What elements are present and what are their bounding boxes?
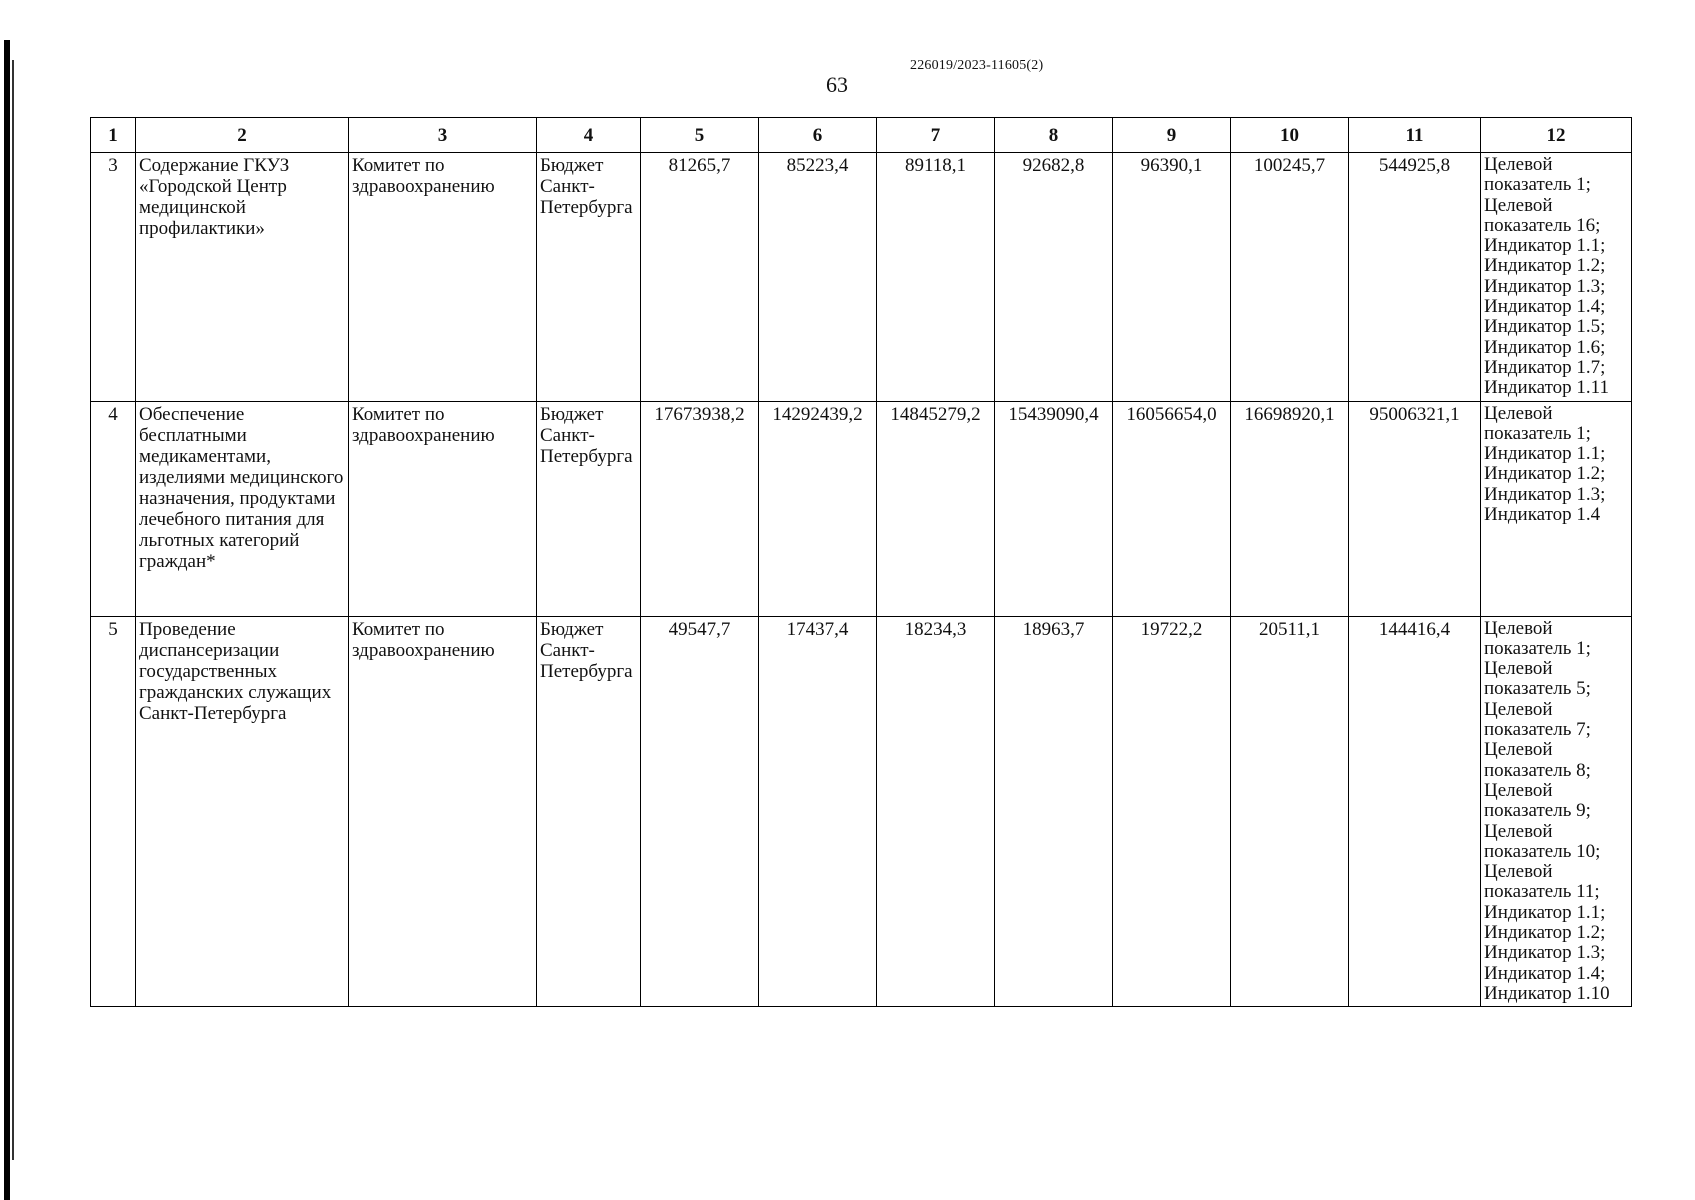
row-number: 4 <box>91 401 136 616</box>
column-header: 7 <box>877 118 995 153</box>
indicator-line: Индикатор 1.5; <box>1484 316 1606 338</box>
activity-name: Содержание ГКУЗ «Городской Центр медицинской профилактики» <box>136 153 349 402</box>
document-number: 226019/2023-11605(2) <box>910 58 1044 73</box>
indicator-line: Целевой <box>1484 402 1553 424</box>
indicator-line: Индикатор 1.6; <box>1484 336 1606 358</box>
header-row <box>91 118 1632 153</box>
value-cell: 85223,4 <box>759 153 877 402</box>
indicator-line: Целевой <box>1484 698 1553 720</box>
column-header: 4 <box>537 118 641 153</box>
value-cell: 15439090,4 <box>995 401 1113 616</box>
indicator-line: Индикатор 1.3; <box>1484 942 1606 964</box>
value-cell: 92682,8 <box>995 153 1113 402</box>
indicator-line: показатель 1; <box>1484 637 1591 659</box>
value-cell: 49547,7 <box>641 616 759 1007</box>
indicator-line: Целевой <box>1484 861 1553 883</box>
funding-source: Бюджет Санкт-Петербурга <box>537 401 641 616</box>
total-cell: 144416,4 <box>1349 616 1481 1007</box>
indicator-line: Индикатор 1.1; <box>1484 443 1606 465</box>
executor: Комитет по здравоохранению <box>349 153 537 402</box>
indicators-cell <box>1481 153 1632 402</box>
indicator-line: показатель 16; <box>1484 214 1601 236</box>
activity-name: Проведение диспансеризации государственных гражданских служащих Санкт-Петербурга <box>136 616 349 1007</box>
indicator-line: Индикатор 1.2; <box>1484 255 1606 277</box>
indicator-line: Индикатор 1.4 <box>1484 504 1601 526</box>
indicator-line: Индикатор 1.4; <box>1484 296 1606 318</box>
column-header: 10 <box>1231 118 1349 153</box>
indicators-cell <box>1481 616 1632 1007</box>
table-row <box>91 616 1632 1007</box>
indicator-line: показатель 5; <box>1484 678 1591 700</box>
indicator-line: показатель 10; <box>1484 840 1601 862</box>
indicator-line: Индикатор 1.3; <box>1484 275 1606 297</box>
indicators-cell <box>1481 401 1632 616</box>
value-cell: 16056654,0 <box>1113 401 1231 616</box>
value-cell: 14292439,2 <box>759 401 877 616</box>
value-cell: 18234,3 <box>877 616 995 1007</box>
indicator-line: Целевой <box>1484 154 1553 175</box>
table-row <box>91 153 1632 402</box>
value-cell: 16698920,1 <box>1231 401 1349 616</box>
indicator-line: Индикатор 1.3; <box>1484 483 1606 505</box>
total-cell: 95006321,1 <box>1349 401 1481 616</box>
indicator-line: Целевой <box>1484 194 1553 216</box>
column-header: 1 <box>91 118 136 153</box>
indicator-line: Целевой <box>1484 779 1553 801</box>
column-header: 6 <box>759 118 877 153</box>
value-cell: 14845279,2 <box>877 401 995 616</box>
indicator-line: Индикатор 1.1; <box>1484 235 1606 257</box>
column-header: 11 <box>1349 118 1481 153</box>
indicator-line: Индикатор 1.7; <box>1484 356 1606 378</box>
indicator-line: показатель 7; <box>1484 719 1591 741</box>
indicator-line: показатель 11; <box>1484 881 1600 903</box>
column-header: 12 <box>1481 118 1632 153</box>
indicator-line: Целевой <box>1484 739 1553 761</box>
value-cell: 18963,7 <box>995 616 1113 1007</box>
column-header: 3 <box>349 118 537 153</box>
executor: Комитет по здравоохранению <box>349 616 537 1007</box>
column-header: 5 <box>641 118 759 153</box>
value-cell: 17437,4 <box>759 616 877 1007</box>
indicator-line: Индикатор 1.10 <box>1484 982 1610 1004</box>
value-cell: 100245,7 <box>1231 153 1349 402</box>
indicator-line: показатель 1; <box>1484 422 1591 444</box>
indicator-line: Индикатор 1.1; <box>1484 901 1606 923</box>
program-table <box>90 117 1632 1007</box>
value-cell: 19722,2 <box>1113 616 1231 1007</box>
table-row <box>91 401 1632 616</box>
funding-source: Бюджет Санкт-Петербурга <box>537 616 641 1007</box>
column-header: 2 <box>136 118 349 153</box>
value-cell: 17673938,2 <box>641 401 759 616</box>
indicator-line: показатель 8; <box>1484 759 1591 781</box>
indicator-line: показатель 1; <box>1484 174 1591 196</box>
value-cell: 20511,1 <box>1231 616 1349 1007</box>
value-cell: 89118,1 <box>877 153 995 402</box>
indicator-line: Целевой <box>1484 658 1553 680</box>
indicator-line: Целевой <box>1484 820 1553 842</box>
indicator-line: показатель 9; <box>1484 800 1591 822</box>
page-number: 63 <box>826 72 848 97</box>
indicator-line: Индикатор 1.2; <box>1484 922 1606 944</box>
indicator-line: Индикатор 1.11 <box>1484 377 1609 399</box>
indicator-line: Индикатор 1.2; <box>1484 463 1606 485</box>
indicator-line: Целевой <box>1484 617 1553 639</box>
value-cell: 81265,7 <box>641 153 759 402</box>
funding-source: Бюджет Санкт-Петербурга <box>537 153 641 402</box>
executor: Комитет по здравоохранению <box>349 401 537 616</box>
scan-edge-line <box>12 60 14 1160</box>
indicator-line: Индикатор 1.4; <box>1484 962 1606 984</box>
value-cell: 96390,1 <box>1113 153 1231 402</box>
row-number: 5 <box>91 616 136 1007</box>
column-header: 8 <box>995 118 1113 153</box>
column-header: 9 <box>1113 118 1231 153</box>
scan-edge <box>4 40 10 1200</box>
total-cell: 544925,8 <box>1349 153 1481 402</box>
row-number: 3 <box>91 153 136 402</box>
activity-name: Обеспечение бесплатными медикаментами, изделиями медицинского назначения, продуктами лечебного питания для льготных категорий граждан* <box>136 401 349 616</box>
